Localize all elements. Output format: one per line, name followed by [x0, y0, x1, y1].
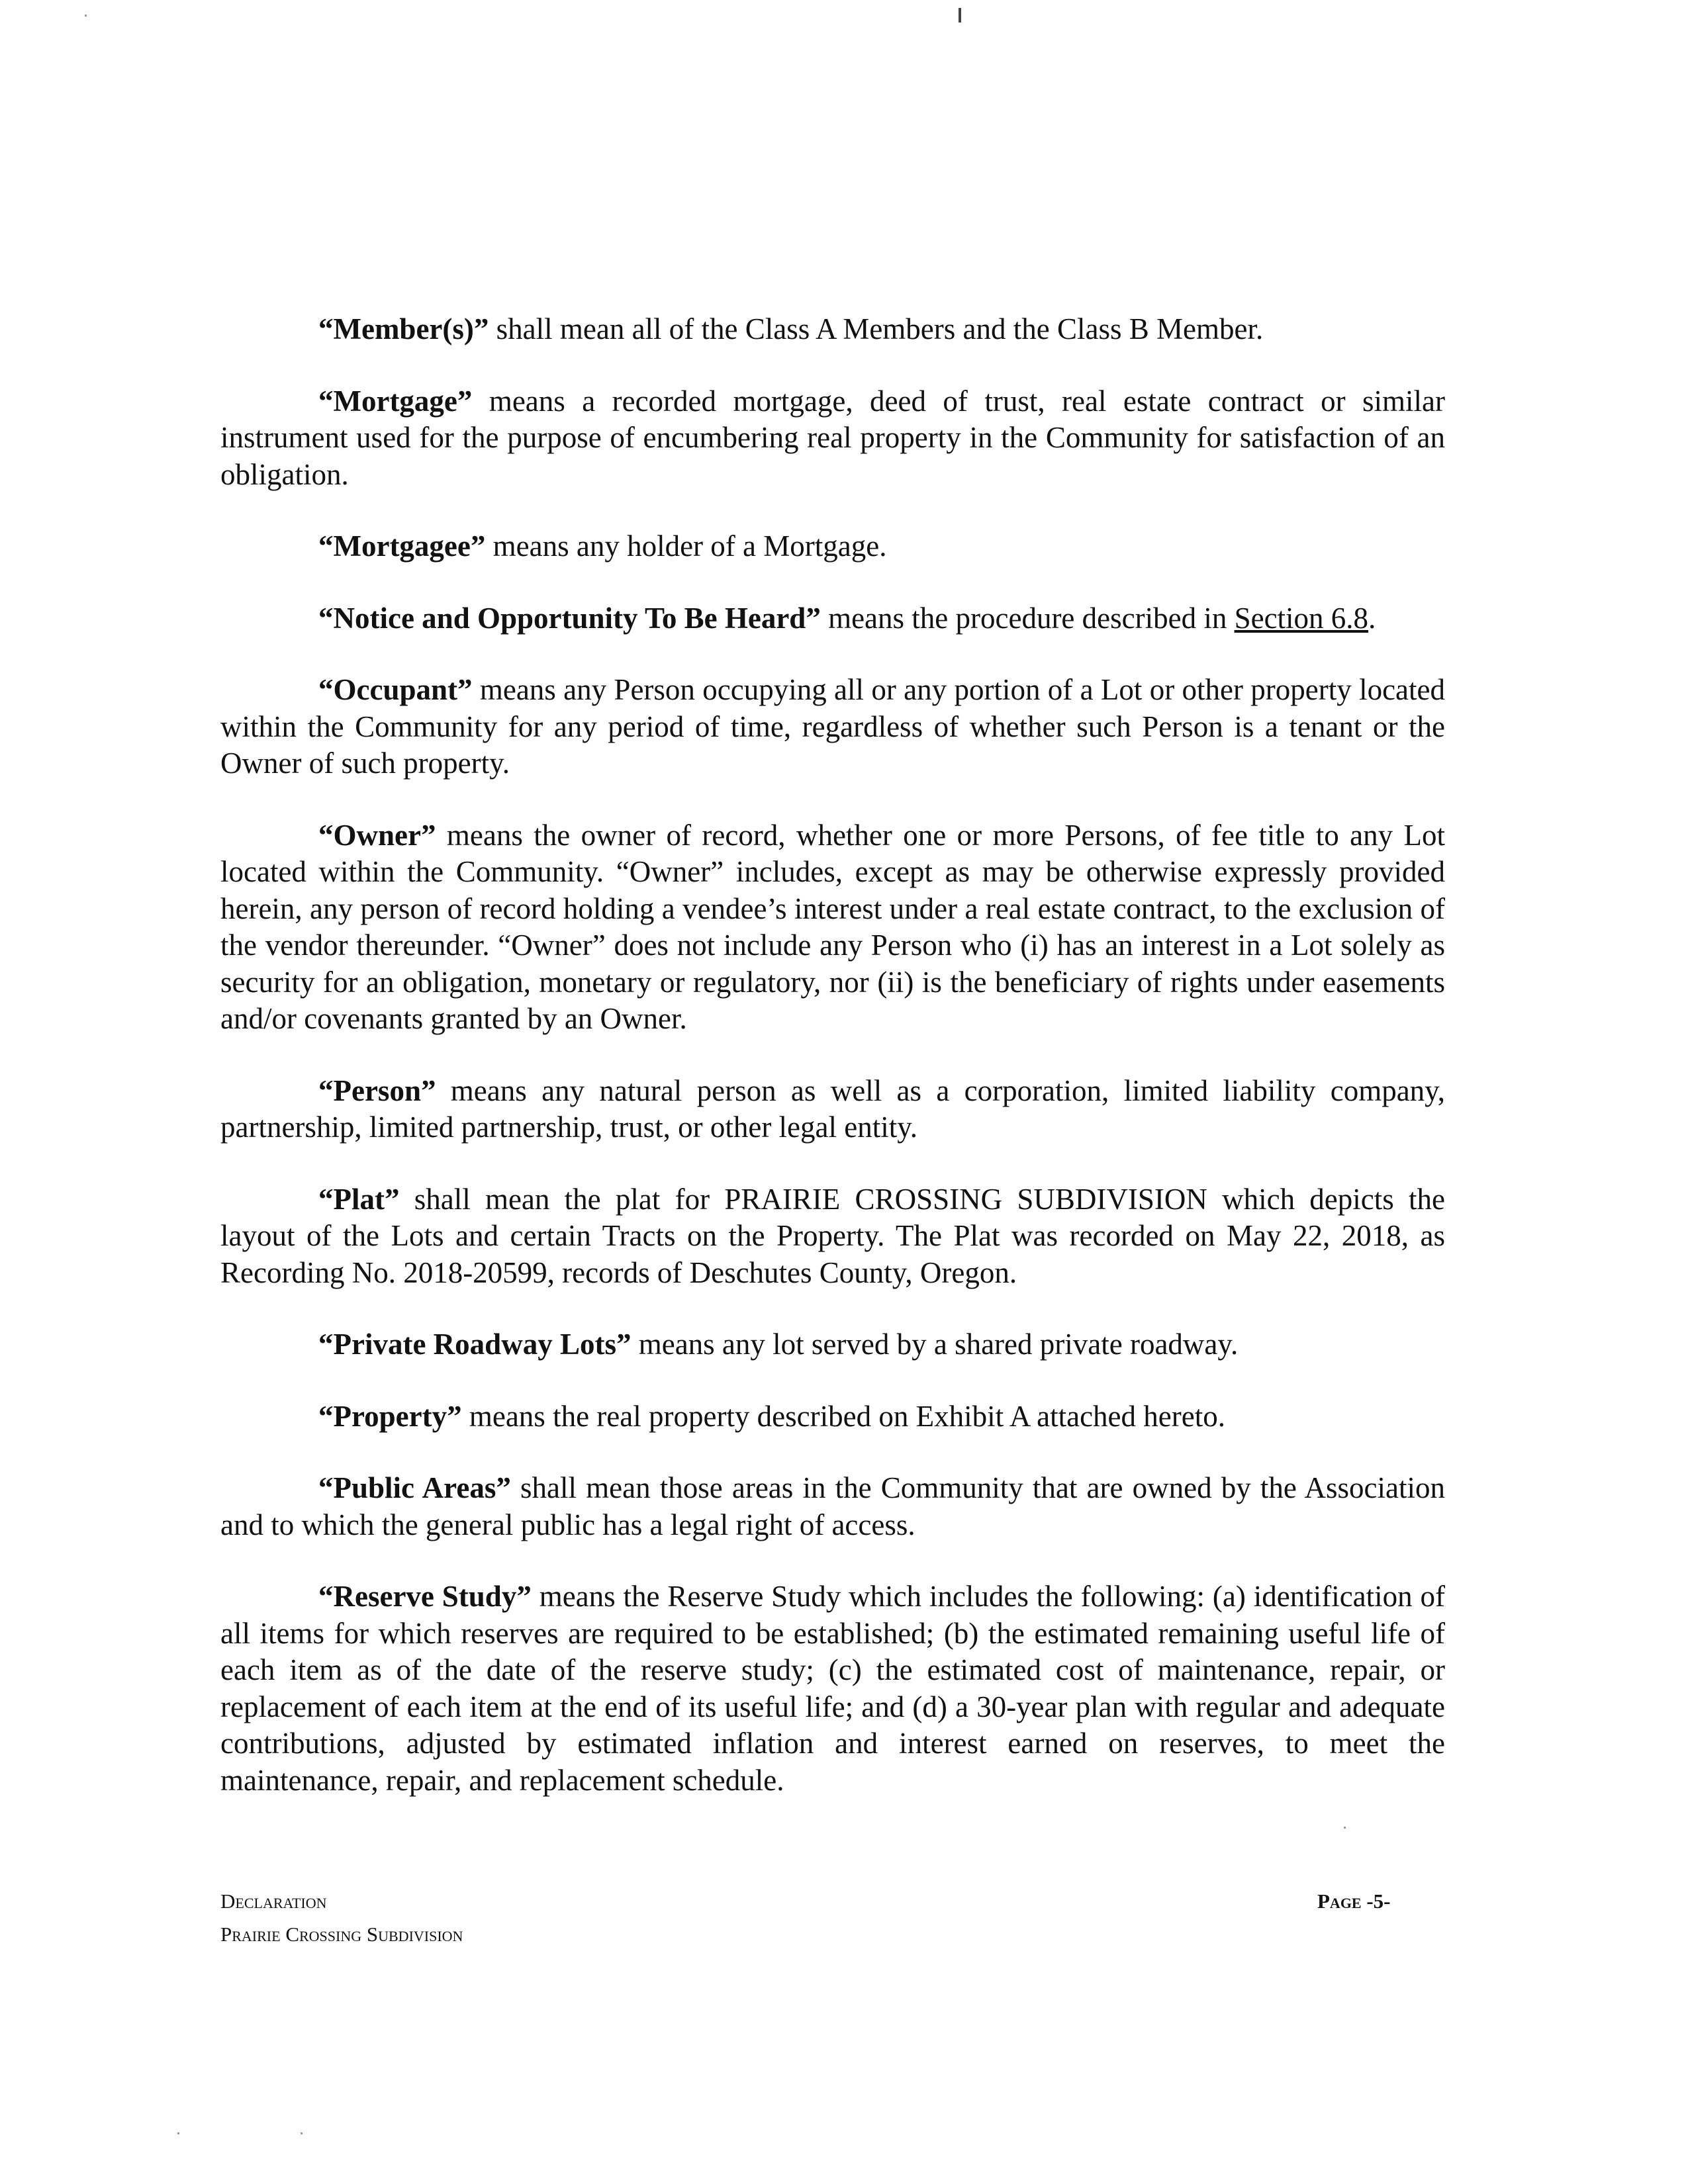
term: “Property”: [318, 1399, 462, 1433]
footer-line-subdivision: Prairie Crossing Subdivision: [220, 1923, 463, 1946]
definition-text: means any lot served by a shared private roadway.: [631, 1328, 1239, 1361]
definition-person: [220, 1073, 1445, 1146]
term: “Notice and Opportunity To Be Heard”: [318, 601, 821, 635]
term: “Reserve Study”: [318, 1580, 532, 1613]
definition-owner: [220, 817, 1445, 1038]
definition-public-areas: [220, 1470, 1445, 1543]
page-number: Page -5-: [1317, 1889, 1391, 1913]
definition-members: [220, 311, 1445, 348]
definition-text: means any holder of a Mortgage.: [485, 529, 887, 563]
definition-property: [220, 1398, 1445, 1435]
definition-text: shall mean the plat for PRAIRIE CROSSING SUBDIVISION which depicts the layout of the Lots and certain Tracts on the Property. The Plat was recorded on May 22, 2018, as Recording No. 2018-20599, records of Deschutes County, Oregon.: [220, 1182, 1445, 1289]
definition-text: shall mean those areas in the Community that are owned by the Association and to which the general public has a legal right of access.: [220, 1471, 1445, 1541]
term: “Occupant”: [318, 673, 473, 706]
definition-text: shall mean all of the Class A Members and the Class B Member.: [489, 312, 1264, 345]
definition-text-tail: .: [1368, 601, 1376, 635]
definition-notice: [220, 600, 1445, 637]
definition-text: means a recorded mortgage, deed of trust, real estate contract or similar instrument used for the purpose of encumbering real property in the Community for satisfaction of an obligation.: [220, 384, 1445, 491]
definition-text: means any natural person as well as a corporation, limited liability company, partnership, limited partnership, trust, or other legal entity.: [220, 1073, 1445, 1144]
definition-text: means the real property described on Exhibit A attached hereto.: [461, 1399, 1225, 1433]
definition-text: means the Reserve Study which includes the following: (a) identification of all items for which reserves are required to be established; (b) the estimated remaining useful life of each item as of the date of the reserve study; (c) the estimated cost of maintenance, repair, or replacement of each item at the end of its useful life; and (d) a 30-year plan with regular and adequate contributions, adjusted by estimated inflation and interest earned on reserves, to meet the maintenance, repair, and replacement schedule.: [220, 1580, 1446, 1797]
definitions-list: [220, 311, 1445, 1799]
definition-text: means the procedure described in: [820, 601, 1235, 635]
term: “Public Areas”: [318, 1471, 511, 1504]
footer-document-title: [220, 1885, 463, 1951]
footer-line-declaration: Declaration: [220, 1889, 327, 1913]
definition-mortgage: [220, 383, 1445, 494]
definition-text: means any Person occupying all or any portion of a Lot or other property located within the Community for any period of time, regardless of whether such Person is a tenant or the Owner of such property.: [220, 673, 1445, 780]
definition-reserve-study: [220, 1578, 1445, 1799]
term: “Person”: [318, 1073, 436, 1107]
term: “Private Roadway Lots”: [318, 1328, 632, 1361]
scan-speck: [1344, 1827, 1346, 1829]
scan-speck: [301, 2132, 303, 2134]
term: “Member(s)”: [318, 312, 489, 345]
term: “Mortgage”: [318, 384, 473, 418]
term: “Owner”: [318, 818, 436, 852]
page-top-mark: [959, 8, 961, 23]
section-reference-link[interactable]: Section 6.8: [1234, 601, 1369, 635]
definition-mortgagee: [220, 528, 1445, 565]
definition-occupant: [220, 672, 1445, 782]
definition-private-roadway-lots: [220, 1326, 1445, 1363]
definition-text: means the owner of record, whether one or more Persons, of fee title to any Lot located within the Community. “Owner” includes, except as may be otherwise expressly provided herein, any person of record holding a vendee’s interest under a real estate contract, to the exclusion of the vendor thereunder. “Owner” does not include any Person who (i) has an interest in a Lot solely as security for an obligation, monetary or regulatory, nor (ii) is the beneficiary of rights under easements and/or covenants granted by an Owner.: [220, 818, 1445, 1035]
term: “Plat”: [318, 1182, 400, 1216]
term: “Mortgagee”: [318, 529, 486, 563]
scan-speck: [85, 15, 87, 17]
scan-speck: [177, 2132, 179, 2134]
definition-plat: [220, 1181, 1445, 1292]
